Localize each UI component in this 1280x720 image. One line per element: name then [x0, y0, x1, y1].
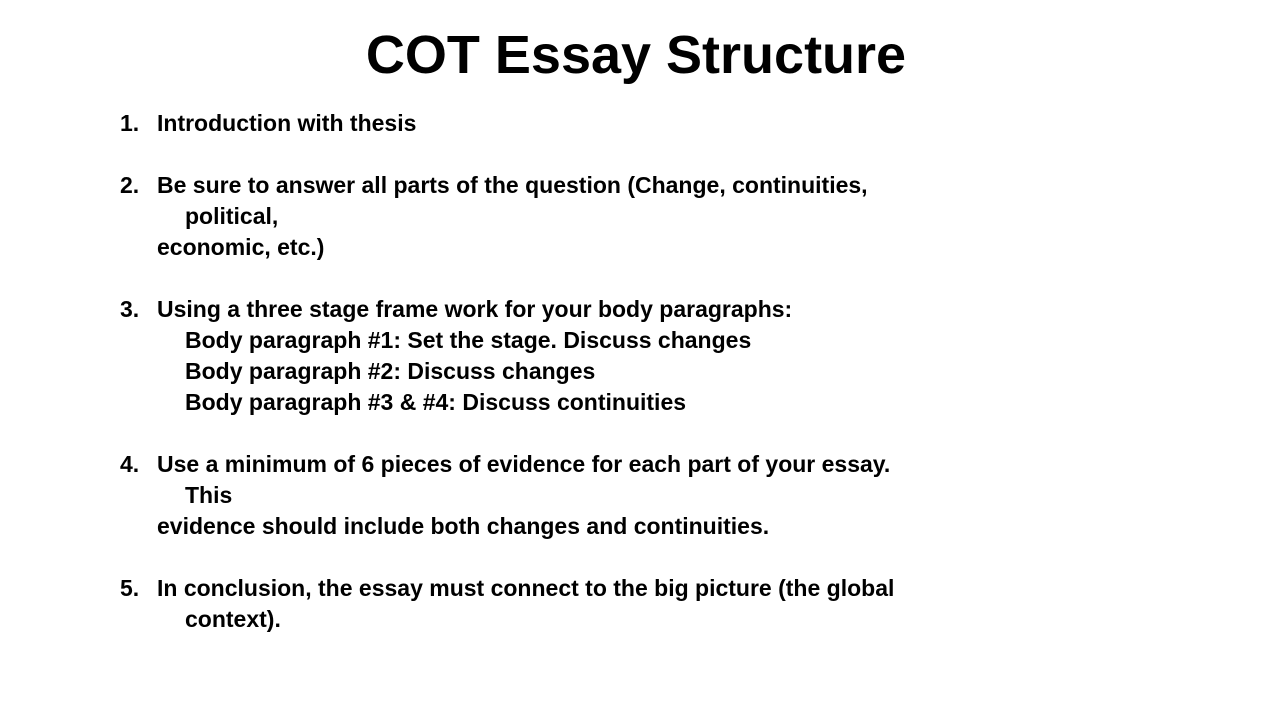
sub-item-body-paragraph-1: Body paragraph #1: Set the stage. Discuss changes: [185, 327, 752, 353]
list-item-4-wrap: This: [185, 482, 233, 508]
slide-title: COT Essay Structure: [365, 25, 907, 85]
list-item-number: 5.: [120, 575, 140, 601]
spacer: [120, 542, 1120, 573]
sub-item-body-paragraph-3-4: Body paragraph #3 & #4: Discuss continuities: [185, 389, 687, 415]
spacer: [120, 139, 1120, 170]
spacer: [120, 263, 1120, 294]
list-item-4: [120, 449, 1120, 480]
spacer: [120, 418, 1120, 449]
sub-item-body-paragraph-2: Body paragraph #2: Discuss changes: [185, 358, 596, 384]
list-item-1: [120, 108, 1120, 139]
list-item-5-wrap: context).: [185, 606, 281, 632]
essay-structure-list: [120, 108, 1120, 635]
list-item-text: Be sure to answer all parts of the question (Change, continuities,: [157, 172, 868, 198]
list-item-4-continuation: evidence should include both changes and continuities.: [157, 513, 770, 539]
list-item-text: In conclusion, the essay must connect to the big picture (the global: [157, 575, 895, 601]
list-item-3: [120, 294, 1120, 325]
list-item-2-wrap: political,: [185, 203, 279, 229]
list-item-5: [120, 573, 1120, 604]
list-item-text: Use a minimum of 6 pieces of evidence for each part of your essay.: [157, 451, 891, 477]
list-item-text: Introduction with thesis: [157, 110, 417, 136]
list-item-text: Using a three stage frame work for your body paragraphs:: [157, 296, 793, 322]
list-item-number: 2.: [120, 172, 140, 198]
list-item-number: 1.: [120, 110, 140, 136]
list-item-2: [120, 170, 1120, 201]
list-item-number: 3.: [120, 296, 140, 322]
list-item-2-continuation: economic, etc.): [157, 234, 325, 260]
list-item-number: 4.: [120, 451, 140, 477]
